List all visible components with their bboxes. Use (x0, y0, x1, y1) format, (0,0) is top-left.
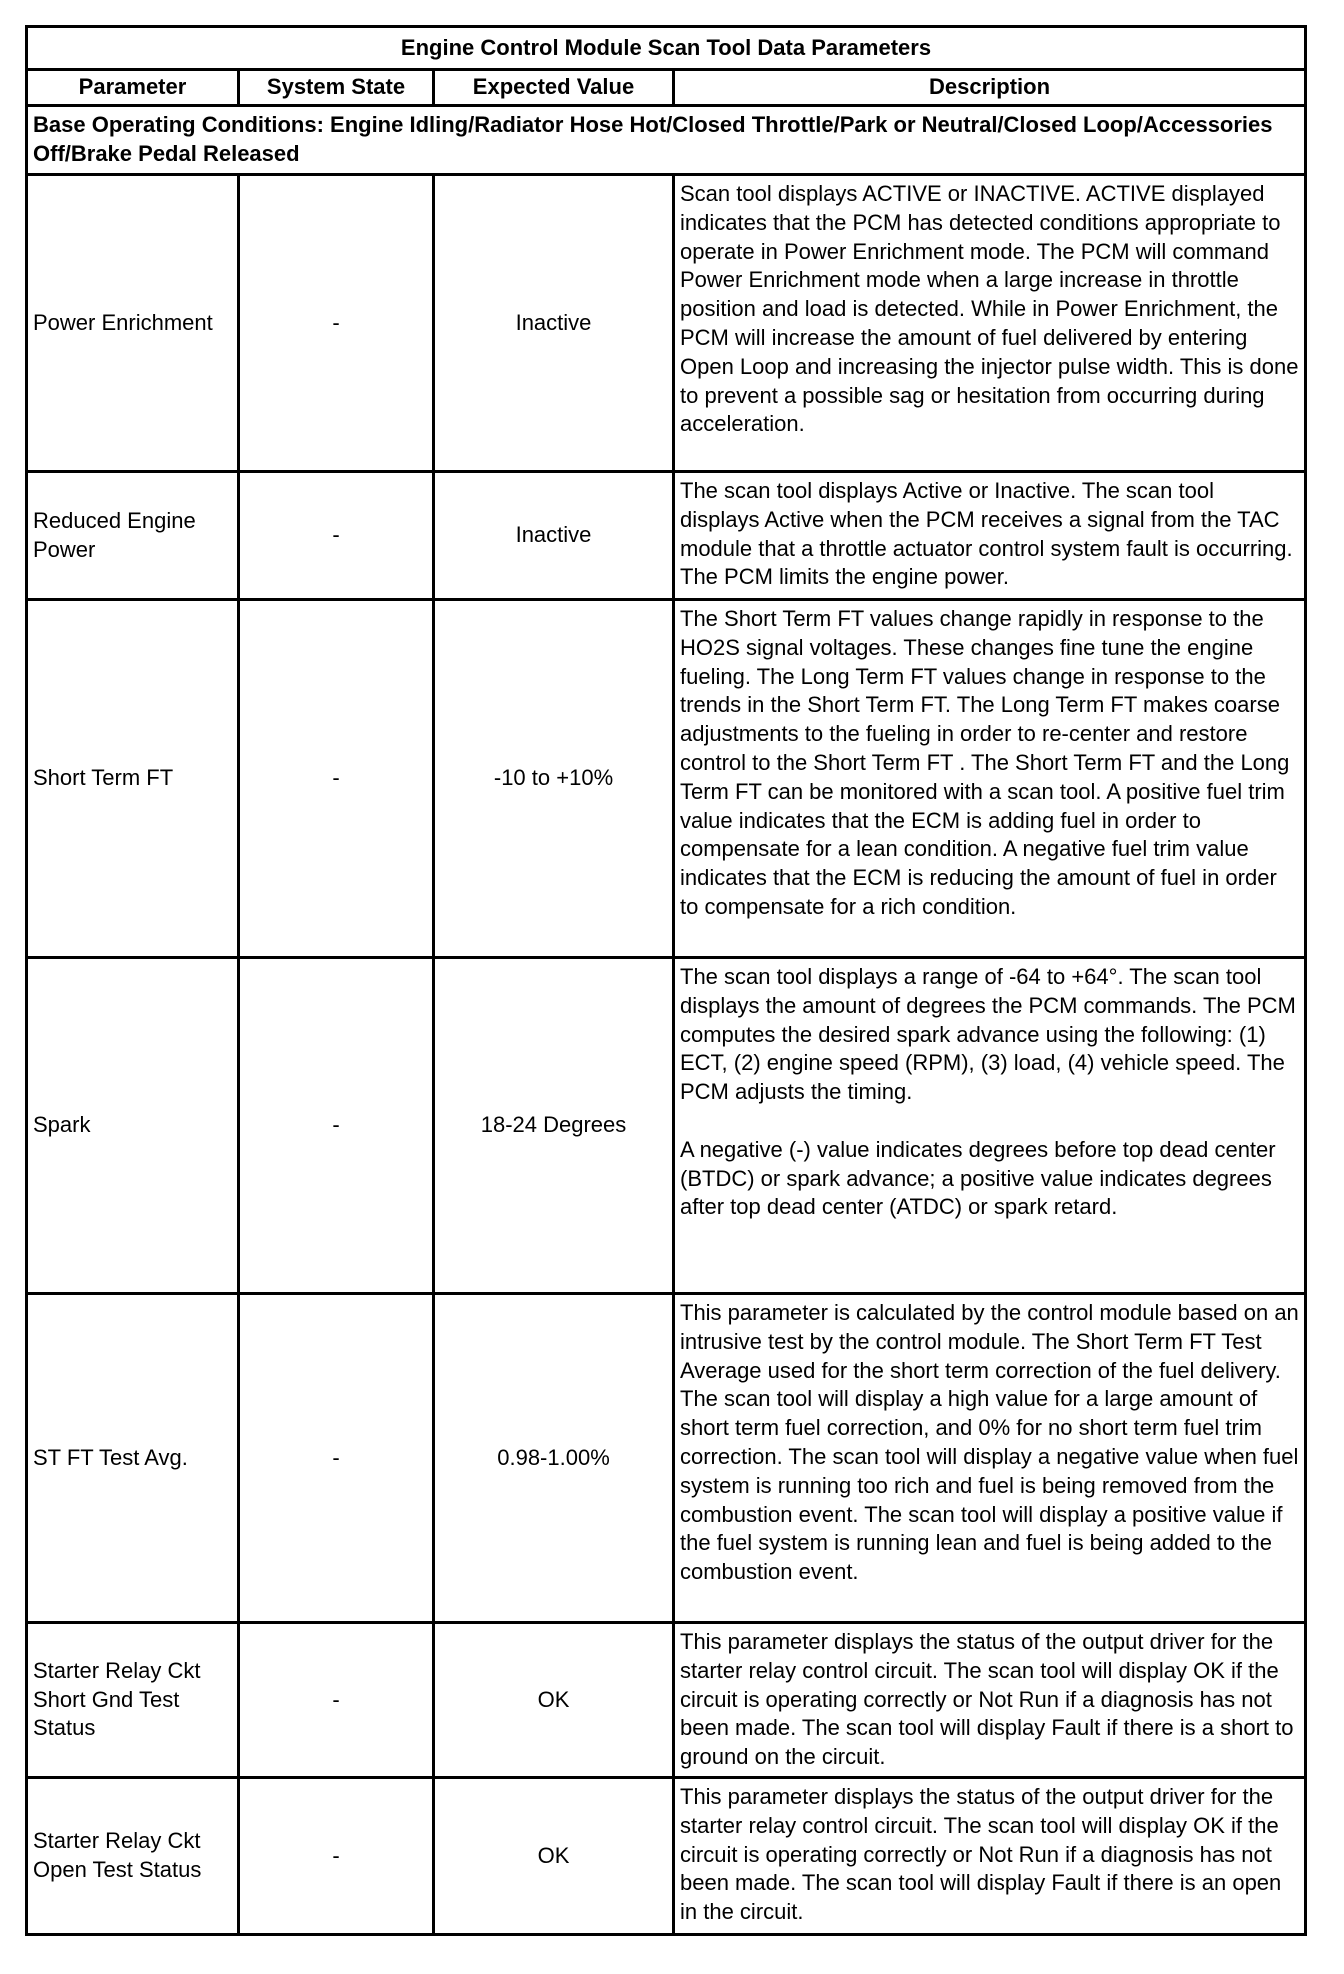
description-cell (674, 1294, 1306, 1623)
table-row (27, 1623, 1306, 1778)
header-system-state: System State (239, 70, 434, 106)
table-row (27, 472, 1306, 600)
description-cell (674, 1623, 1306, 1778)
header-parameter: Parameter (27, 70, 239, 106)
table-row (27, 958, 1306, 1294)
parameter-cell: Short Term FT (27, 600, 239, 958)
expected-value-cell: OK (434, 1623, 674, 1778)
system-state-cell: - (239, 472, 434, 600)
expected-value-cell: 0.98-1.00% (434, 1294, 674, 1623)
description-cell (674, 600, 1306, 958)
system-state-cell: - (239, 958, 434, 1294)
description-cell (674, 1778, 1306, 1935)
system-state-cell: - (239, 1778, 434, 1935)
header-expected-value: Expected Value (434, 70, 674, 106)
expected-value-cell: Inactive (434, 472, 674, 600)
description-text: This parameter displays the status of the output driver for the starter relay control circuit. The scan tool will display OK if the circuit is operating correctly or Not Run if a diagnosis has not been made. The scan tool will display Fault if there is a short to ground on the circuit. (680, 1629, 1294, 1770)
parameter-cell: Power Enrichment (27, 175, 239, 472)
table-row (27, 1294, 1306, 1623)
description-cell (674, 472, 1306, 600)
system-state-cell: - (239, 175, 434, 472)
parameter-cell: Starter Relay Ckt Short Gnd Test Status (27, 1623, 239, 1778)
parameter-cell: Spark (27, 958, 239, 1294)
table-row (27, 1778, 1306, 1935)
description-text: The scan tool displays a range of -64 to +64°. The scan tool displays the amount of degrees the PCM commands. The PCM computes the desired spark advance using the following: (1) ECT, (2) engine speed (RPM), (3) load, (4) vehicle speed. The PCM adjusts the timing. (680, 964, 1296, 1105)
parameter-cell: Starter Relay Ckt Open Test Status (27, 1778, 239, 1935)
system-state-cell: - (239, 600, 434, 958)
description-text: This parameter is calculated by the control module based on an intrusive test by the control module. The Short Term FT Test Average used for the short term correction of the fuel delivery. The scan tool will display a high value for a large amount of short term fuel correction, and 0% for no short term fuel trim correction. The scan tool will display a negative value when fuel system is running too rich and fuel is being removed from the combustion event. The scan tool will display a positive value if the fuel system is running lean and fuel is being added to the combustion event. (680, 1300, 1299, 1585)
description-text: Scan tool displays ACTIVE or INACTIVE. ACTIVE displayed indicates that the PCM has detected conditions appropriate to operate in Power Enrichment mode. The PCM will command Power Enrichment mode when a large increase in throttle position and load is detected. While in Power Enrichment, the PCM will increase the amount of fuel delivered by entering Open Loop and increasing the injector pulse width. This is done to prevent a possible sag or hesitation from occurring during acceleration. (680, 181, 1299, 437)
table-row (27, 600, 1306, 958)
description-text: The scan tool displays Active or Inactive. The scan tool displays Active when the PCM receives a signal from the TAC module that a throttle actuator control system fault is occurring. The PCM limits the engine power. (680, 478, 1293, 590)
table-title: Engine Control Module Scan Tool Data Parameters (27, 27, 1306, 70)
header-row (27, 70, 1306, 106)
table-row (27, 175, 1306, 472)
expected-value-cell: OK (434, 1778, 674, 1935)
expected-value-cell: 18-24 Degrees (434, 958, 674, 1294)
expected-value-cell: Inactive (434, 175, 674, 472)
description-cell (674, 175, 1306, 472)
description-cell (674, 958, 1306, 1294)
expected-value-cell: -10 to +10% (434, 600, 674, 958)
system-state-cell: - (239, 1623, 434, 1778)
system-state-cell: - (239, 1294, 434, 1623)
description-text: This parameter displays the status of the output driver for the starter relay control circuit. The scan tool will display OK if the circuit is operating correctly or Not Run if a diagnosis has not been made. The scan tool will display Fault if there is an open in the circuit. (680, 1784, 1282, 1925)
parameter-cell: Reduced Engine Power (27, 472, 239, 600)
description-text-2: A negative (-) value indicates degrees before top dead center (BTDC) or spark advance; a positive value indicates degrees after top dead center (ATDC) or spark retard. (680, 1136, 1276, 1220)
description-text: The Short Term FT values change rapidly in response to the HO2S signal voltages. These changes fine tune the engine fueling. The Long Term FT values change in response to the trends in the Short Term FT. The Long Term FT makes coarse adjustments to the fueling in order to re-center and restore control to the Short Term FT . The Short Term FT and the Long Term FT can be monitored with a scan tool. A positive fuel trim value indicates that the ECM is adding fuel in order to compensate for a lean condition. A negative fuel trim value indicates that the ECM is reducing the amount of fuel in order to compensate for a rich condition. (680, 606, 1290, 919)
scan-tool-data-table (25, 25, 1307, 1936)
header-description: Description (674, 70, 1306, 106)
base-operating-conditions: Base Operating Conditions: Engine Idling/Radiator Hose Hot/Closed Throttle/Park or Neutral/Closed Loop/Accessories Off/Brake Pedal Released (27, 106, 1306, 175)
parameter-cell: ST FT Test Avg. (27, 1294, 239, 1623)
